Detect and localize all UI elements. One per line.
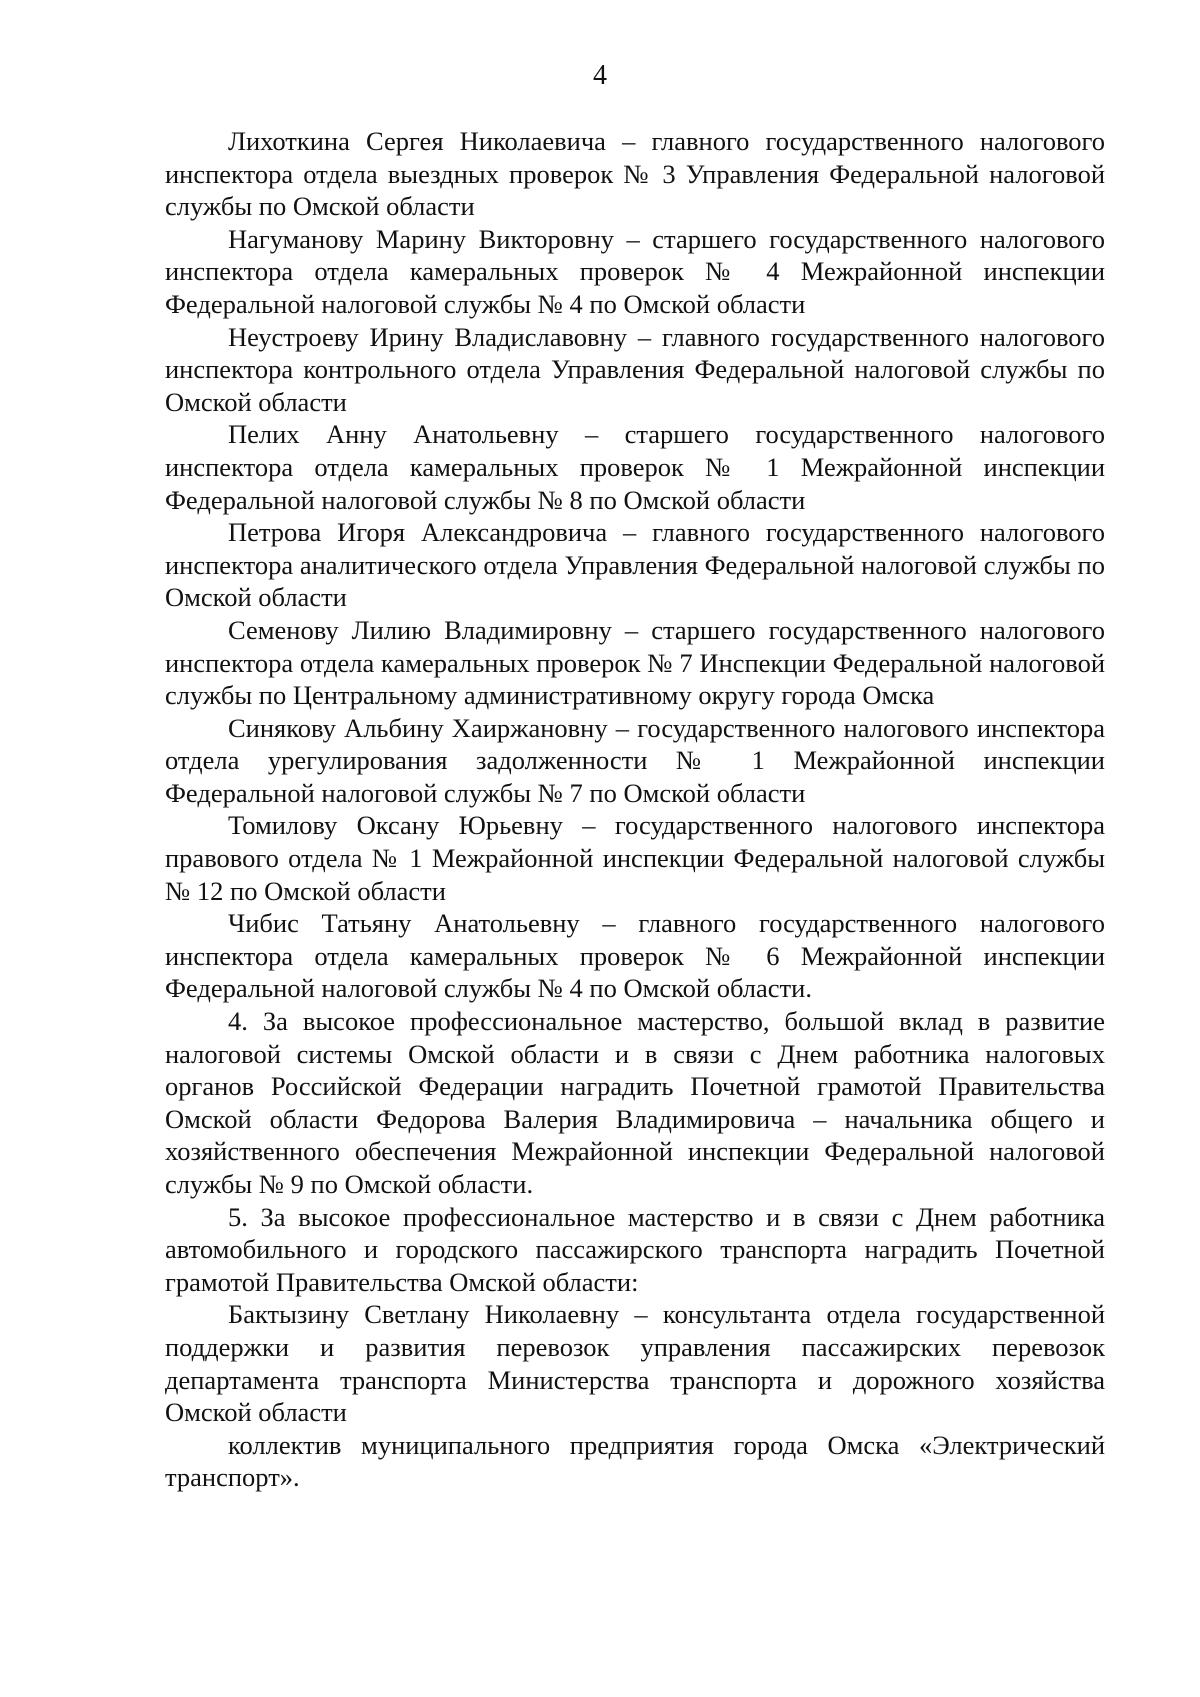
paragraph: Лихоткина Сергея Николаевича – главного государственного налогового инспектора отдела выездных проверок № 3 Управления Федеральной налоговой службы по Омской области [165, 126, 1105, 222]
page-number: 4 [593, 60, 607, 91]
paragraph: Пелих Анну Анатольевну – старшего государственного налогового инспектора отдела камеральных проверок № 1 Межрайонной инспекции Федеральной налоговой службы № 8 по Омской области [165, 419, 1105, 515]
paragraph-item-4: 4. За высокое профессиональное мастерство, большой вклад в развитие налоговой системы Омской области и в связи с Днем работника налоговых органов Российской Федерации наградить Почетной грамотой Правительства Омской области Федорова Валерия Владимировича – начальника общего и хозяйственного обеспечения Межрайонной инспекции Федеральной налоговой службы № 9 по Омской области. [165, 1006, 1105, 1199]
paragraph: Петрова Игоря Александровича – главного государственного налогового инспектора аналитического отдела Управления Федеральной налоговой службы по Омской области [165, 517, 1105, 613]
paragraph: Бактызину Светлану Николаевну – консультанта отдела государственной поддержки и развития перевозок управления пассажирских перевозок департамента транспорта Министерства транспорта и дорожного хозяйства Омской области [165, 1299, 1105, 1428]
paragraph: Синякову Альбину Хаиржановну – государственного налогового инспектора отдела урегулирования задолженности № 1 Межрайонной инспекции Федеральной налоговой службы № 7 по Омской области [165, 712, 1105, 808]
paragraph: Чибис Татьяну Анатольевну – главного государственного налогового инспектора отдела камеральных проверок № 6 Межрайонной инспекции Федеральной налоговой службы № 4 по Омской области. [165, 908, 1105, 1004]
paragraph-item-5: 5. За высокое профессиональное мастерство и в связи с Днем работника автомобильного и городского пассажирского транспорта наградить Почетной грамотой Правительства Омской области: [165, 1201, 1105, 1297]
document-body [165, 125, 1105, 1494]
paragraph: Томилову Оксану Юрьевну – государственного налогового инспектора правового отдела № 1 Межрайонной инспекции Федеральной налоговой службы № 12 по Омской области [165, 810, 1105, 906]
paragraph: Семенову Лилию Владимировну – старшего государственного налогового инспектора отдела камеральных проверок № 7 Инспекции Федеральной налоговой службы по Центральному административному округу города Омска [165, 614, 1105, 711]
paragraph: коллектив муниципального предприятия города Омска «Электрический транспорт». [165, 1429, 1105, 1493]
paragraph: Неустроеву Ирину Владиславовну – главного государственного налогового инспектора контрольного отдела Управления Федеральной налоговой службы по Омской области [165, 321, 1105, 417]
paragraph: Нагуманову Марину Викторовну – старшего государственного налогового инспектора отдела камеральных проверок № 4 Межрайонной инспекции Федеральной налоговой службы № 4 по Омской области [165, 223, 1105, 319]
